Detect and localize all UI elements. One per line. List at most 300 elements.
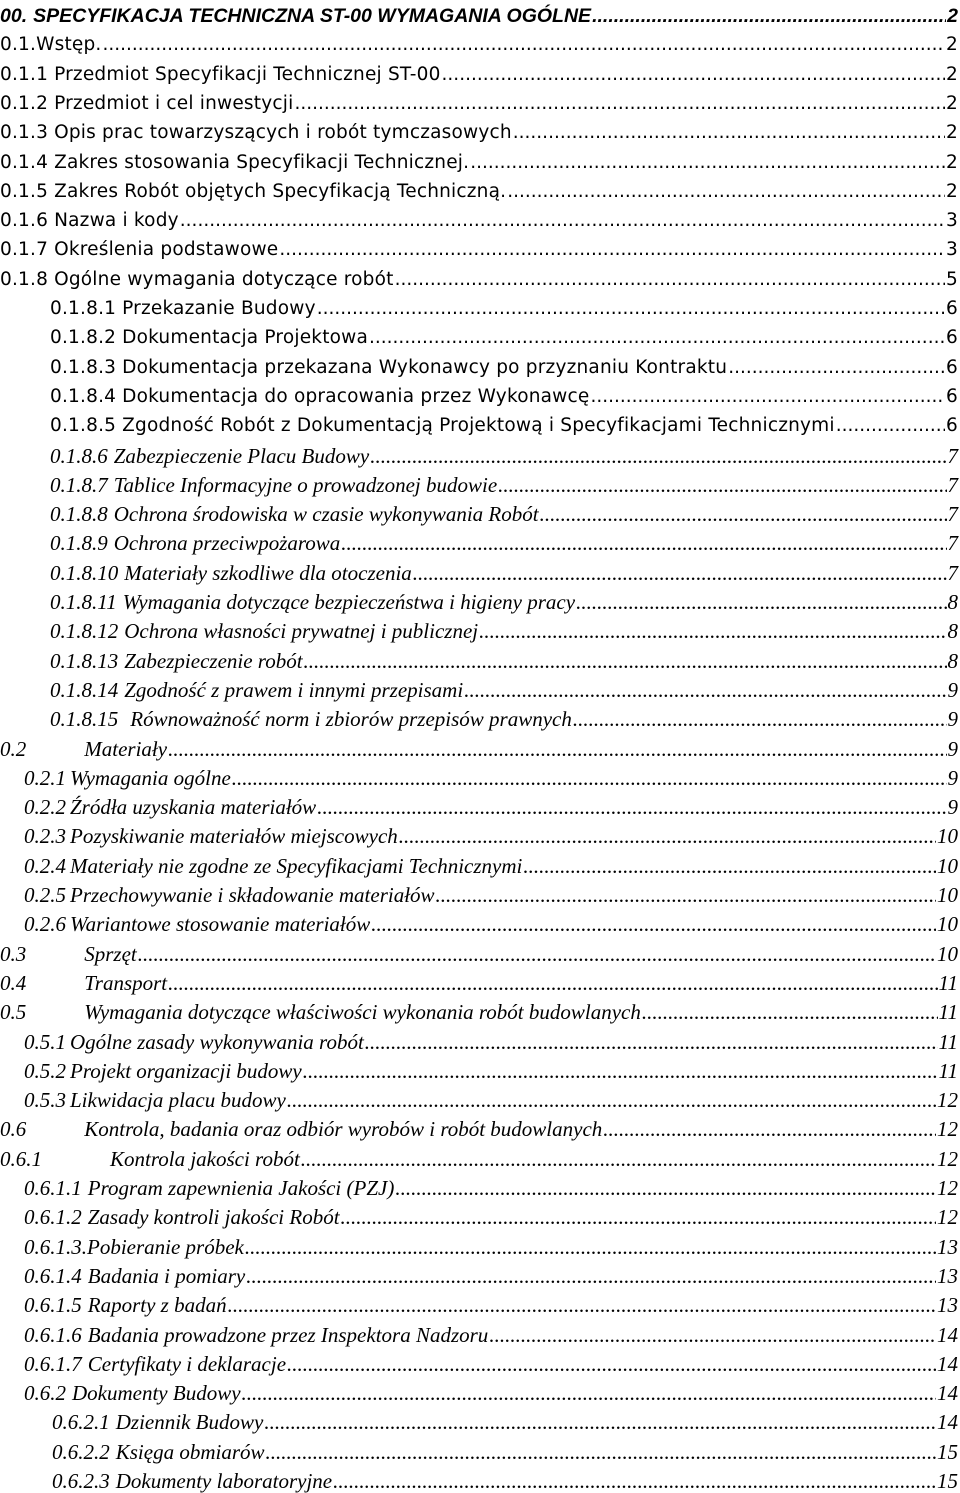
toc-entry-number: 0.1.8.7 xyxy=(50,473,108,497)
toc-entry-number: 00. xyxy=(0,5,28,27)
toc-entry-number: 0.6.1.4 xyxy=(24,1264,82,1288)
toc-entry-label xyxy=(50,531,340,555)
toc-page-number: 9 xyxy=(947,707,958,731)
toc-page-number: 6 xyxy=(946,327,958,348)
toc-entry-number: 0.1.8.14 xyxy=(50,678,119,702)
toc-leader-dots xyxy=(242,1381,936,1405)
toc-page-number: 13 xyxy=(937,1293,958,1317)
toc-entry[interactable] xyxy=(0,268,958,292)
toc-entry-number: 0.1.8.4 xyxy=(50,386,117,407)
toc-entry-title: Zakres Robót objętych Specyfikacją Techniczną. xyxy=(54,181,507,202)
toc-leader-dots xyxy=(590,385,945,409)
toc-entry[interactable] xyxy=(50,502,958,526)
toc-entry-number: 0.1.7 xyxy=(0,239,49,260)
toc-entry-number: 0.1.8.12 xyxy=(50,619,119,643)
toc-page-number: 11 xyxy=(938,1000,958,1024)
toc-entry-label xyxy=(50,561,412,585)
toc-entry[interactable] xyxy=(50,326,958,350)
toc-entry[interactable] xyxy=(0,1000,958,1024)
toc-entry-title: Zabezpieczenie robót xyxy=(124,649,303,673)
toc-page-number: 6 xyxy=(946,357,958,378)
toc-page-number: 10 xyxy=(937,854,958,878)
toc-entry-number: 0.6.2.3 xyxy=(52,1469,110,1493)
toc-entry-label xyxy=(50,707,572,731)
toc-entry-label xyxy=(0,121,512,145)
toc-entry-label xyxy=(0,1000,641,1024)
toc-leader-dots xyxy=(333,1469,936,1493)
toc-entry-number: 0.4 xyxy=(0,971,27,995)
toc-entry-number: 0.1.8 xyxy=(0,269,49,290)
toc-entry-number: 0.1.4 xyxy=(0,152,49,173)
toc-entry-title: Projekt organizacji budowy xyxy=(70,1059,302,1083)
toc-entry-title: Ochrona środowiska w czasie wykonywania Robót xyxy=(113,502,539,526)
toc-leader-dots xyxy=(395,268,945,292)
toc-entry-label xyxy=(0,1117,602,1141)
toc-entry-title: Ogólne zasady wykonywania robót xyxy=(70,1030,364,1054)
toc-entry-label xyxy=(24,1030,364,1054)
toc-page-number: 14 xyxy=(937,1381,958,1405)
toc-entry-title: Sprzęt xyxy=(84,942,137,966)
toc-page-number: 14 xyxy=(937,1410,958,1434)
toc-leader-dots xyxy=(442,63,945,87)
toc-entry-label xyxy=(24,824,398,848)
toc-entry-number: 0.1.1 xyxy=(0,64,49,85)
toc-entry-number: 0.1.8.2 xyxy=(50,327,117,348)
toc-leader-dots xyxy=(603,1117,936,1141)
toc-entry-label xyxy=(50,356,727,380)
toc-leader-dots xyxy=(464,678,946,702)
toc-entry-number: 0.1.8.10 xyxy=(50,561,119,585)
toc-entry-title: Wymagania ogólne xyxy=(70,766,231,790)
toc-entry[interactable] xyxy=(52,1469,958,1493)
toc-entry-label xyxy=(0,151,469,175)
toc-entry-title: Dokumentacja do opracowania przez Wykonawcę xyxy=(122,386,590,407)
toc-entry-number: 0.2.5 xyxy=(24,883,66,907)
toc-entry[interactable] xyxy=(50,590,958,614)
toc-leader-dots xyxy=(395,1176,936,1200)
toc-leader-dots xyxy=(304,649,947,673)
toc-leader-dots xyxy=(436,883,936,907)
toc-entry-label xyxy=(0,971,167,995)
toc-entry-label xyxy=(0,180,506,204)
toc-entry[interactable] xyxy=(52,1410,958,1434)
toc-entry[interactable] xyxy=(24,1030,958,1054)
toc-leader-dots xyxy=(287,1352,936,1376)
toc-entry-number: 0.1. xyxy=(0,34,37,55)
toc-entry[interactable] xyxy=(50,473,958,497)
toc-entry-label xyxy=(52,1410,263,1434)
toc-page-number: 2 xyxy=(946,93,958,114)
toc-page-number: 9 xyxy=(947,737,958,761)
toc-entry-number: 0.1.8.9 xyxy=(50,531,108,555)
toc-entry-number: 0.6 xyxy=(0,1117,27,1141)
toc-entry-label xyxy=(50,385,589,409)
toc-entry[interactable] xyxy=(24,766,958,790)
toc-entry-title: Zasady kontroli jakości Robót xyxy=(87,1205,340,1229)
toc-page-number: 7 xyxy=(947,561,958,585)
toc-entry-label xyxy=(50,678,463,702)
toc-leader-dots xyxy=(264,1410,936,1434)
toc-page-number: 6 xyxy=(946,298,958,319)
toc-entry[interactable] xyxy=(24,1088,958,1112)
toc-leader-dots xyxy=(168,971,937,995)
toc-entry-label xyxy=(0,268,394,292)
toc-entry[interactable] xyxy=(0,63,958,87)
toc-page-number: 10 xyxy=(937,824,958,848)
toc-entry-label xyxy=(24,766,231,790)
toc-entry-title: SPECYFIKACJA TECHNICZNA ST-00 WYMAGANIA OGÓLNE xyxy=(33,5,592,27)
toc-entry-title: Materiały nie zgodne ze Specyfikacjami Technicznymi xyxy=(70,854,523,878)
toc-entry-label xyxy=(0,63,441,87)
toc-entry-label xyxy=(24,1381,241,1405)
toc-leader-dots xyxy=(836,414,945,438)
toc-page-number: 8 xyxy=(947,649,958,673)
toc-entry-title: Badania i pomiary xyxy=(87,1264,246,1288)
toc-entry[interactable] xyxy=(0,942,958,966)
toc-leader-dots xyxy=(266,1440,936,1464)
toc-entry-number: 0.2.6 xyxy=(24,912,66,936)
toc-entry[interactable] xyxy=(24,795,958,819)
toc-entry-label xyxy=(24,883,435,907)
toc-entry[interactable] xyxy=(50,561,958,585)
toc-entry-number: 0.2.4 xyxy=(24,854,66,878)
toc-entry-title: Pozyskiwanie materiałów miejscowych xyxy=(70,824,398,848)
toc-entry-number: 0.5.2 xyxy=(24,1059,66,1083)
toc-leader-dots xyxy=(341,1205,936,1229)
toc-entry-label xyxy=(50,590,575,614)
toc-entry-label xyxy=(0,238,278,262)
toc-entry-number: 0.6.2.1 xyxy=(52,1410,110,1434)
toc-entry[interactable] xyxy=(0,92,958,116)
toc-entry[interactable] xyxy=(0,1117,958,1141)
toc-page-number: 8 xyxy=(947,619,958,643)
toc-entry-title: Ogólne wymagania dotyczące robót xyxy=(54,269,394,290)
toc-entry[interactable] xyxy=(50,619,958,643)
toc-entry[interactable] xyxy=(50,678,958,702)
toc-entry-label xyxy=(50,649,303,673)
toc-leader-dots xyxy=(317,795,946,819)
toc-leader-dots xyxy=(279,238,945,262)
toc-page-number: 12 xyxy=(937,1088,958,1112)
toc-entry-title: Dziennik Budowy xyxy=(115,1410,264,1434)
toc-entry[interactable] xyxy=(52,1440,958,1464)
toc-entry-number: 0.1.5 xyxy=(0,181,49,202)
toc-entry[interactable] xyxy=(24,1293,958,1317)
toc-entry[interactable] xyxy=(24,1323,958,1347)
toc-entry-title: Pobieranie próbek xyxy=(87,1235,244,1259)
toc-entry-number: 0.6.2 xyxy=(24,1381,66,1405)
toc-entry-title: Wymagania dotyczące bezpieczeństwa i higieny pracy xyxy=(122,590,576,614)
toc-entry-title: Raporty z badań xyxy=(87,1293,227,1317)
toc-entry[interactable] xyxy=(50,385,958,409)
toc-leader-dots xyxy=(592,4,946,28)
toc-entry-label xyxy=(24,1323,488,1347)
toc-entry[interactable] xyxy=(24,824,958,848)
toc-leader-dots xyxy=(138,942,936,966)
toc-entry-title: Przedmiot Specyfikacji Technicznej ST-00 xyxy=(54,64,441,85)
toc-leader-dots xyxy=(573,707,947,731)
toc-leader-dots xyxy=(341,531,946,555)
toc-entry-number: 0.6.1.3. xyxy=(24,1235,87,1259)
toc-entry-number: 0.6.1.5 xyxy=(24,1293,82,1317)
toc-entry-title: Przechowywanie i składowanie materiałów xyxy=(70,883,435,907)
toc-page-number: 7 xyxy=(947,444,958,468)
toc-entry[interactable] xyxy=(24,883,958,907)
toc-entry-number: 0.6.2.2 xyxy=(52,1440,110,1464)
toc-entry[interactable] xyxy=(0,33,958,57)
toc-entry-number: 0.1.2 xyxy=(0,93,49,114)
toc-entry-label xyxy=(50,473,497,497)
toc-leader-dots xyxy=(246,1264,936,1288)
toc-page-number: 12 xyxy=(937,1205,958,1229)
toc-entry[interactable] xyxy=(24,1381,958,1405)
toc-entry-label xyxy=(0,942,137,966)
toc-entry-label xyxy=(24,1059,302,1083)
toc-entry-title: Równoważność norm i zbiorów przepisów prawnych xyxy=(130,707,572,731)
toc-entry[interactable] xyxy=(24,1235,958,1259)
toc-page-number: 2 xyxy=(946,152,958,173)
toc-entry-number: 0.6.1.2 xyxy=(24,1205,82,1229)
toc-page-number: 15 xyxy=(937,1440,958,1464)
toc-entry[interactable] xyxy=(24,1176,958,1200)
toc-entry-number: 0.5.1 xyxy=(24,1030,66,1054)
toc-entry-number: 0.1.8.6 xyxy=(50,444,108,468)
toc-entry-title: Materiały xyxy=(84,737,168,761)
toc-entry-label xyxy=(50,297,316,321)
toc-entry-number: 0.1.8.1 xyxy=(50,298,117,319)
toc-leader-dots xyxy=(728,356,945,380)
toc-entry-number: 0.3 xyxy=(0,942,27,966)
toc-entry[interactable] xyxy=(0,4,958,28)
toc-entry[interactable] xyxy=(0,180,958,204)
toc-entry[interactable] xyxy=(50,649,958,673)
toc-entry-label xyxy=(0,1147,300,1171)
toc-entry-number: 0.1.8.5 xyxy=(50,415,117,436)
toc-entry[interactable] xyxy=(24,1264,958,1288)
toc-entry[interactable] xyxy=(24,1059,958,1083)
toc-entry[interactable] xyxy=(50,444,958,468)
toc-leader-dots xyxy=(301,1147,936,1171)
toc-page-number: 10 xyxy=(937,942,958,966)
toc-entry-label xyxy=(50,414,835,438)
toc-page-number: 14 xyxy=(937,1352,958,1376)
toc-entry-number: 0.2.2 xyxy=(24,795,66,819)
toc-page-number: 2 xyxy=(947,5,958,27)
toc-entry-number: 0.2.1 xyxy=(24,766,66,790)
toc-page-number: 11 xyxy=(938,1059,958,1083)
toc-entry-title: Dokumenty Budowy xyxy=(72,1381,241,1405)
toc-entry-title: Ochrona przeciwpożarowa xyxy=(113,531,341,555)
toc-entry[interactable] xyxy=(0,121,958,145)
toc-page-number: 10 xyxy=(937,883,958,907)
toc-entry-number: 0.1.8.13 xyxy=(50,649,119,673)
toc-leader-dots xyxy=(180,209,945,233)
toc-entry-number: 0.6.1.1 xyxy=(24,1176,82,1200)
toc-entry-title: Ochrona własności prywatnej i publicznej xyxy=(124,619,479,643)
toc-leader-dots xyxy=(489,1323,936,1347)
toc-entry-label xyxy=(24,1235,244,1259)
toc-page-number: 13 xyxy=(937,1235,958,1259)
toc-entry-label xyxy=(50,502,539,526)
toc-entry-label xyxy=(0,4,591,28)
toc-leader-dots xyxy=(365,1030,938,1054)
toc-entry[interactable] xyxy=(50,297,958,321)
toc-page-number: 15 xyxy=(937,1469,958,1493)
toc-entry-number: 0.2.3 xyxy=(24,824,66,848)
toc-entry-title: Opis prac towarzyszących i robót tymczasowych xyxy=(54,122,512,143)
toc-entry-label xyxy=(0,737,167,761)
toc-entry-label xyxy=(24,1264,245,1288)
toc-entry-title: Zakres stosowania Specyfikacji Technicznej. xyxy=(54,152,470,173)
toc-entry-number: 0.1.8.3 xyxy=(50,357,117,378)
toc-page-number: 2 xyxy=(946,181,958,202)
toc-entry[interactable] xyxy=(24,912,958,936)
toc-entry-label xyxy=(52,1440,265,1464)
toc-entry-title: Źródła uzyskania materiałów xyxy=(70,795,317,819)
toc-page-number: 13 xyxy=(937,1264,958,1288)
toc-entry-label xyxy=(24,1293,227,1317)
toc-leader-dots xyxy=(399,824,936,848)
toc-page-number: 3 xyxy=(946,210,958,231)
toc-entry-label xyxy=(0,92,293,116)
toc-entry-title: Kontrola, badania oraz odbiór wyrobów i robót budowlanych xyxy=(84,1117,603,1141)
toc-page-number: 9 xyxy=(947,766,958,790)
toc-entry[interactable] xyxy=(0,238,958,262)
toc-entry-number: 0.1.8.15 xyxy=(50,707,119,731)
toc-page-number: 7 xyxy=(947,531,958,555)
toc-entry-number: 0.6.1 xyxy=(0,1147,42,1171)
toc-entry-title: Przedmiot i cel inwestycji xyxy=(54,93,294,114)
toc-entry[interactable] xyxy=(0,209,958,233)
toc-entry-title: Likwidacja placu budowy xyxy=(70,1088,286,1112)
toc-page-number: 14 xyxy=(937,1323,958,1347)
toc-entry-title: Nazwa i kody xyxy=(54,210,179,231)
toc-entry[interactable] xyxy=(0,151,958,175)
toc-page-number: 9 xyxy=(947,678,958,702)
toc-page-number: 6 xyxy=(946,386,958,407)
toc-entry-number: 0.5.3 xyxy=(24,1088,66,1112)
toc-leader-dots xyxy=(245,1235,936,1259)
toc-leader-dots xyxy=(513,121,945,145)
toc-entry-title: Księga obmiarów xyxy=(115,1440,265,1464)
toc-entry-title: Zgodność Robót z Dokumentacją Projektową i Specyfikacjami Technicznymi xyxy=(122,415,835,436)
toc-entry-label xyxy=(52,1469,332,1493)
toc-entry-title: Certyfikaty i deklaracje xyxy=(87,1352,287,1376)
toc-page-number: 12 xyxy=(937,1147,958,1171)
toc-page-number: 12 xyxy=(937,1176,958,1200)
toc-entry-title: Zgodność z prawem i innymi przepisami xyxy=(124,678,464,702)
toc-entry[interactable] xyxy=(50,531,958,555)
toc-page-number: 6 xyxy=(946,415,958,436)
toc-page-number: 2 xyxy=(946,122,958,143)
toc-entry-title: Dokumentacja przekazana Wykonawcy po przyznaniu Kontraktu xyxy=(122,357,728,378)
toc-page-number: 2 xyxy=(946,34,958,55)
toc-entry-number: 0.2 xyxy=(0,737,27,761)
toc-entry[interactable] xyxy=(0,737,958,761)
toc-leader-dots xyxy=(523,854,936,878)
toc-entry[interactable] xyxy=(50,414,958,438)
toc-entry[interactable] xyxy=(50,707,958,731)
toc-leader-dots xyxy=(642,1000,938,1024)
toc-leader-dots xyxy=(498,473,946,497)
toc-entry-number: 0.6.1.7 xyxy=(24,1352,82,1376)
toc-leader-dots xyxy=(470,151,945,175)
toc-leader-dots xyxy=(168,737,946,761)
toc-entry-number: 0.1.8.8 xyxy=(50,502,108,526)
toc-page-number: 12 xyxy=(937,1117,958,1141)
toc-entry[interactable] xyxy=(24,1205,958,1229)
toc-entry-number: 0.1.3 xyxy=(0,122,49,143)
toc-entry-label xyxy=(24,854,522,878)
toc-entry-number: 0.1.8.11 xyxy=(50,590,117,614)
toc-leader-dots xyxy=(576,590,946,614)
toc-entry[interactable] xyxy=(24,854,958,878)
toc-entry[interactable] xyxy=(24,1352,958,1376)
toc-page-number: 7 xyxy=(947,502,958,526)
toc-page-number: 5 xyxy=(946,269,958,290)
toc-entry-label xyxy=(24,795,316,819)
toc-entry-label xyxy=(24,1205,340,1229)
toc-entry-label xyxy=(0,209,179,233)
toc-leader-dots xyxy=(371,912,936,936)
toc-page-number: 9 xyxy=(947,795,958,819)
toc-leader-dots xyxy=(479,619,946,643)
toc-leader-dots xyxy=(287,1088,936,1112)
toc-leader-dots xyxy=(317,297,945,321)
toc-page-number: 11 xyxy=(938,1030,958,1054)
toc-leader-dots xyxy=(294,92,945,116)
toc-entry-label xyxy=(50,619,478,643)
toc-leader-dots xyxy=(303,1059,938,1083)
toc-leader-dots xyxy=(103,33,946,57)
toc-leader-dots xyxy=(507,180,945,204)
toc-page-number: 3 xyxy=(946,239,958,260)
toc-entry-title: Tablice Informacyjne o prowadzonej budowie xyxy=(113,473,498,497)
toc-entry[interactable] xyxy=(0,971,958,995)
toc-leader-dots xyxy=(228,1293,936,1317)
toc-entry-title: Kontrola jakości robót xyxy=(110,1147,300,1171)
toc-page-number: 10 xyxy=(937,912,958,936)
toc-entry-title: Przekazanie Budowy xyxy=(122,298,316,319)
toc-leader-dots xyxy=(232,766,947,790)
toc-entry-label xyxy=(50,326,368,350)
toc-entry[interactable] xyxy=(0,1147,958,1171)
toc-entry-number: 0.1.6 xyxy=(0,210,49,231)
toc-entry-title: Transport xyxy=(84,971,168,995)
toc-entry-title: Badania prowadzone przez Inspektora Nadzoru xyxy=(87,1323,489,1347)
toc-entry-label xyxy=(24,1088,286,1112)
toc-entry-label xyxy=(24,1352,286,1376)
toc-page-number: 8 xyxy=(947,590,958,614)
toc-leader-dots xyxy=(413,561,947,585)
toc-entry-title: Wariantowe stosowanie materiałów xyxy=(70,912,371,936)
toc-page-number: 7 xyxy=(947,473,958,497)
toc-page-number: 2 xyxy=(946,64,958,85)
toc-entry[interactable] xyxy=(50,356,958,380)
toc-entry-title: Określenia podstawowe xyxy=(54,239,279,260)
toc-entry-title: Program zapewnienia Jakości (PZJ) xyxy=(87,1176,395,1200)
toc-entry-title: Materiały szkodliwe dla otoczenia xyxy=(124,561,412,585)
toc-entry-title: Dokumentacja Projektowa xyxy=(122,327,369,348)
toc-leader-dots xyxy=(369,326,945,350)
toc-entry-title: Zabezpieczenie Placu Budowy xyxy=(113,444,370,468)
toc-entry-title: Wstęp. xyxy=(36,34,102,55)
toc-entry-label xyxy=(0,33,102,57)
toc-entry-number: 0.5 xyxy=(0,1000,27,1024)
toc-entry-title: Dokumenty laboratoryjne xyxy=(115,1469,333,1493)
toc-entry-label xyxy=(50,444,369,468)
toc-entry-title: Wymagania dotyczące właściwości wykonania robót budowlanych xyxy=(84,1000,641,1024)
